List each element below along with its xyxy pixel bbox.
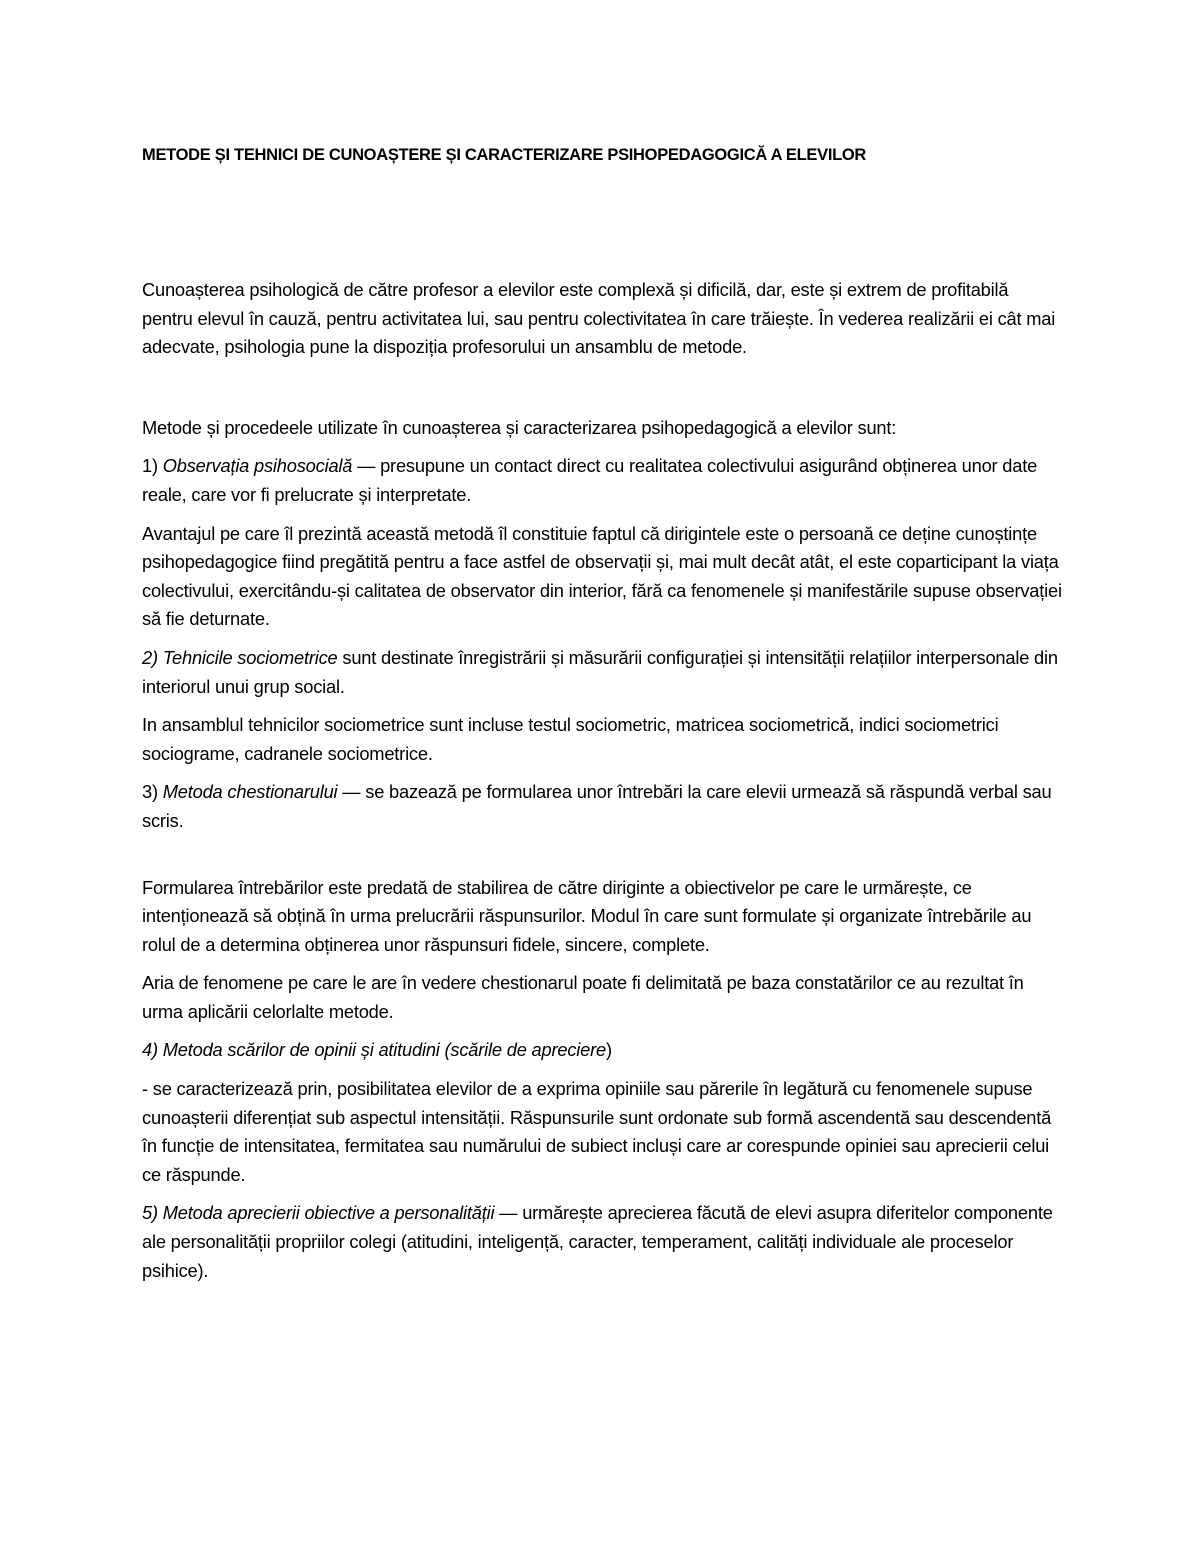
method-2-detail-paragraph: In ansamblul tehnicilor sociometrice sunt incluse testul sociometric, matricea sociometrică, indici sociometrici sociograme, cadranele sociometrice. [142,714,999,764]
method-4-close: ) [605,1039,612,1061]
method-2-paragraph [142,644,1062,701]
method-1-paragraph [142,452,1062,509]
method-3-formulation-paragraph: Formularea întrebărilor este predată de stabilirea de către diriginte a obiectivelor pe care le urmărește, ce intenționează să obțină în urma prelucrării răspunsurilor. Modul în care sunt formulate și organizate întrebările au rolul de a determina obținerea unor răspunsuri fidele, sincere, complete. [142,876,1032,955]
method-3-text: — se bazează pe formularea unor întrebări la care elevii urmează să răspundă verbal sau scris. [142,781,1052,831]
method-5-term: 5) Metoda aprecierii obiective a personalității [142,1202,495,1224]
document-body [142,276,1062,1295]
method-4-detail-paragraph: - se caracterizează prin, posibilitatea elevilor de a exprima opiniile sau părerile în legătură cu fenomenele supuse cunoașterii diferențiat sub aspectul intensității. Răspunsurile sunt ordonate sub formă ascendentă sau descendentă în funcție de intensitatea, fermitatea sau numărului de subiect incluși care ar corespunde opiniei sau aprecierii celui ce răspunde. [142,1078,1052,1185]
method-3-paragraph [142,778,1062,835]
method-4-term: 4) Metoda scărilor de opinii și atitudini (scările de apreciere [142,1039,606,1061]
method-5-paragraph [142,1199,1062,1285]
method-5-text: — urmărește aprecierea făcută de elevi asupra diferitelor componente ale personalității propriilor colegi (atitudini, inteligență, caracter, temperament, calități individuale ale proceselor psihice). [142,1202,1053,1281]
method-1-advantage-paragraph: Avantajul pe care îl prezintă această metodă îl constituie faptul că dirigintele este o persoană ce deține cunoștințe psihopedagogice fiind pregătită pentru a face astfel de observații și, mai mult decât atât, el este coparticipant la viața colectivului, exercitându-și calitatea de observator din interior, fără ca fenomenele și manifestările supuse observației să fie deturnate. [142,522,1062,630]
method-4-paragraph [142,1036,1062,1065]
method-1-number: 1) [142,455,158,477]
document-title: METODE ȘI TEHNICI DE CUNOAȘTERE ȘI CARACTERIZARE PSIHOPEDAGOGICĂ A ELEVILOR [142,146,867,164]
intro-paragraph: Cunoașterea psihologică de către profesor a elevilor este complexă și dificilă, dar, este și extrem de profitabilă pentru elevul în cauză, pentru activitatea lui, sau pentru colectivitatea în care trăiește. În vederea realizării ei cât mai adecvate, psihologia pune la dispoziția profesorului un ansamblu de metode. [142,279,1056,358]
method-2-term: 2) Tehnicile sociometrice [142,646,338,668]
methods-intro-paragraph: Metode și procedeele utilizate în cunoașterea și caracterizarea psihopedagogică a elevilor sunt: [142,416,897,438]
method-3-area-paragraph: Aria de fenomene pe care le are în vedere chestionarul poate fi delimitată pe baza constatărilor ce au rezultat în urma aplicării celorlalte metode. [142,972,1024,1022]
method-3-term: Metoda chestionarului [162,781,338,803]
method-2-text: sunt destinate înregistrării și măsurării configurației și intensității relațiilor interpersonale din interiorul unui grup social. [142,646,1058,697]
method-1-text: — presupune un contact direct cu realitatea colectivului asigurând obținerea unor date reale, care vor fi prelucrate și interpretate. [142,455,1038,505]
method-3-number: 3) [142,781,158,803]
method-1-term: Observația psihosocială [162,455,353,477]
